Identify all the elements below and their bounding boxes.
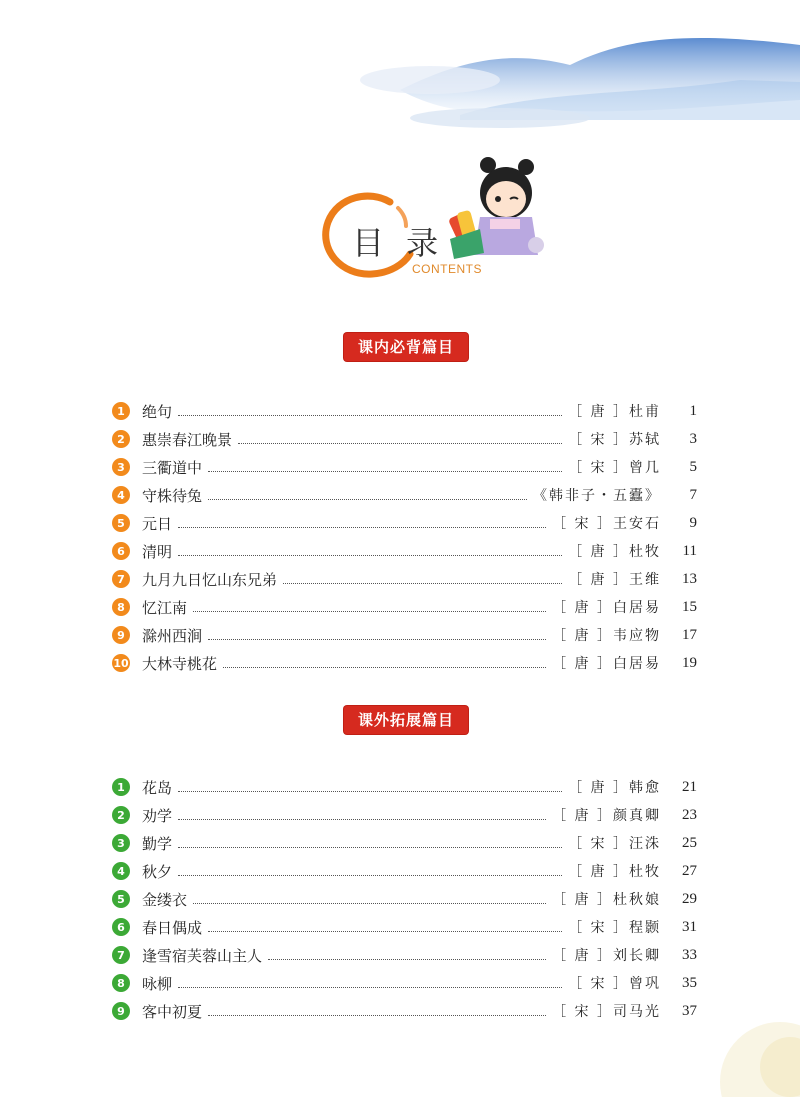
toc-title: 大林寺桃花 bbox=[142, 654, 218, 673]
toc-list-extended bbox=[112, 773, 697, 1025]
toc-row[interactable] bbox=[112, 997, 697, 1025]
toc-author: ［ 宋 ］司马光 bbox=[552, 1004, 661, 1020]
dot-leader bbox=[178, 791, 562, 792]
toc-author: ［ 宋 ］王安石 bbox=[552, 516, 661, 532]
toc-row[interactable] bbox=[112, 969, 697, 997]
toc-title: 逢雪宿芙蓉山主人 bbox=[142, 946, 263, 965]
toc-author: ［ 唐 ］王维 bbox=[568, 572, 661, 588]
toc-author: ［ 宋 ］程颢 bbox=[568, 920, 661, 936]
toc-row[interactable] bbox=[112, 397, 697, 425]
toc-author: ［ 宋 ］曾几 bbox=[568, 460, 661, 476]
toc-author: ［ 宋 ］汪洙 bbox=[568, 836, 661, 852]
toc-row[interactable] bbox=[112, 649, 697, 677]
girl-reading-mascot-icon bbox=[440, 155, 550, 263]
toc-row[interactable] bbox=[112, 593, 697, 621]
toc-author: 《韩非子・五蠹》 bbox=[533, 488, 661, 504]
dot-leader bbox=[178, 415, 562, 416]
dot-leader bbox=[208, 639, 546, 640]
toc-page-number: 19 bbox=[682, 654, 697, 671]
dot-leader bbox=[208, 471, 562, 472]
toc-title: 清明 bbox=[142, 542, 173, 561]
number-badge: 9 bbox=[112, 1002, 130, 1020]
toc-page-number: 17 bbox=[682, 626, 697, 643]
dot-leader bbox=[208, 931, 562, 932]
toc-title: 元日 bbox=[142, 514, 173, 533]
toc-author: ［ 唐 ］韩愈 bbox=[568, 780, 661, 796]
toc-page-number: 13 bbox=[682, 570, 697, 587]
number-badge: 8 bbox=[112, 974, 130, 992]
number-badge: 5 bbox=[112, 890, 130, 908]
toc-page-number: 7 bbox=[689, 486, 697, 503]
toc-author: ［ 宋 ］曾巩 bbox=[568, 976, 661, 992]
toc-page-number: 1 bbox=[689, 402, 697, 419]
dot-leader bbox=[208, 499, 527, 500]
number-badge: 3 bbox=[112, 834, 130, 852]
toc-page-number: 33 bbox=[682, 946, 697, 963]
toc-author: ［ 唐 ］白居易 bbox=[552, 600, 661, 616]
toc-author: ［ 唐 ］杜牧 bbox=[568, 544, 661, 560]
dot-leader bbox=[283, 583, 562, 584]
number-badge: 4 bbox=[112, 862, 130, 880]
toc-title: 咏柳 bbox=[142, 974, 173, 993]
toc-page-number: 29 bbox=[682, 890, 697, 907]
toc-row[interactable] bbox=[112, 621, 697, 649]
toc-author: ［ 唐 ］杜秋娘 bbox=[552, 892, 661, 908]
dot-leader bbox=[178, 847, 562, 848]
dot-leader bbox=[178, 987, 562, 988]
number-badge: 10 bbox=[112, 654, 130, 672]
toc-row[interactable] bbox=[112, 565, 697, 593]
number-badge: 1 bbox=[112, 402, 130, 420]
section-label-required: 课内必背篇目 bbox=[344, 333, 468, 361]
toc-page-number: 5 bbox=[689, 458, 697, 475]
toc-page-number: 35 bbox=[682, 974, 697, 991]
toc-title: 春日偶成 bbox=[142, 918, 203, 937]
section-label-extended: 课外拓展篇目 bbox=[344, 706, 468, 734]
toc-row[interactable] bbox=[112, 481, 697, 509]
toc-title: 滁州西涧 bbox=[142, 626, 203, 645]
toc-row[interactable] bbox=[112, 913, 697, 941]
dot-leader bbox=[223, 667, 546, 668]
toc-row[interactable] bbox=[112, 885, 697, 913]
toc-author: ［ 唐 ］白居易 bbox=[552, 656, 661, 672]
number-badge: 7 bbox=[112, 946, 130, 964]
toc-row[interactable] bbox=[112, 509, 697, 537]
toc-page-number: 37 bbox=[682, 1002, 697, 1019]
toc-page-number: 3 bbox=[689, 430, 697, 447]
toc-page-number: 23 bbox=[682, 806, 697, 823]
page-subtitle: CONTENTS bbox=[412, 262, 482, 276]
dot-leader bbox=[268, 959, 546, 960]
dot-leader bbox=[178, 819, 546, 820]
mountain-clouds-icon bbox=[340, 20, 800, 130]
toc-title: 金缕衣 bbox=[142, 890, 188, 909]
toc-author: ［ 唐 ］杜甫 bbox=[568, 404, 661, 420]
toc-row[interactable] bbox=[112, 773, 697, 801]
toc-author: ［ 宋 ］苏轼 bbox=[568, 432, 661, 448]
toc-title: 守株待兔 bbox=[142, 486, 203, 505]
number-badge: 9 bbox=[112, 626, 130, 644]
number-badge: 6 bbox=[112, 918, 130, 936]
toc-page-number: 21 bbox=[682, 778, 697, 795]
number-badge: 2 bbox=[112, 806, 130, 824]
toc-title: 九月九日忆山东兄弟 bbox=[142, 570, 278, 589]
toc-author: ［ 唐 ］韦应物 bbox=[552, 628, 661, 644]
toc-page-number: 9 bbox=[689, 514, 697, 531]
number-badge: 2 bbox=[112, 430, 130, 448]
number-badge: 4 bbox=[112, 486, 130, 504]
toc-row[interactable] bbox=[112, 453, 697, 481]
toc-title: 绝句 bbox=[142, 402, 173, 421]
dot-leader bbox=[193, 611, 546, 612]
number-badge: 8 bbox=[112, 598, 130, 616]
toc-author: ［ 唐 ］刘长卿 bbox=[552, 948, 661, 964]
dot-leader bbox=[178, 875, 562, 876]
toc-title: 惠崇春江晚景 bbox=[142, 430, 233, 449]
toc-page-number: 11 bbox=[682, 542, 697, 559]
dot-leader bbox=[178, 555, 562, 556]
toc-row[interactable] bbox=[112, 857, 697, 885]
toc-title: 劝学 bbox=[142, 806, 173, 825]
number-badge: 5 bbox=[112, 514, 130, 532]
number-badge: 7 bbox=[112, 570, 130, 588]
flower-corner-icon bbox=[690, 987, 800, 1097]
toc-page-number: 15 bbox=[682, 598, 697, 615]
dot-leader bbox=[238, 443, 562, 444]
toc-title: 勤学 bbox=[142, 834, 173, 853]
toc-author: ［ 唐 ］杜牧 bbox=[568, 864, 661, 880]
toc-row[interactable] bbox=[112, 537, 697, 565]
toc-title: 花岛 bbox=[142, 778, 173, 797]
toc-title: 忆江南 bbox=[142, 598, 188, 617]
toc-row[interactable] bbox=[112, 425, 697, 453]
toc-row[interactable] bbox=[112, 941, 697, 969]
toc-page-number: 31 bbox=[682, 918, 697, 935]
toc-title: 客中初夏 bbox=[142, 1002, 203, 1021]
toc-title: 秋夕 bbox=[142, 862, 173, 881]
toc-author: ［ 唐 ］颜真卿 bbox=[552, 808, 661, 824]
dot-leader bbox=[178, 527, 546, 528]
number-badge: 6 bbox=[112, 542, 130, 560]
number-badge: 3 bbox=[112, 458, 130, 476]
number-badge: 1 bbox=[112, 778, 130, 796]
toc-title: 三衢道中 bbox=[142, 458, 203, 477]
dot-leader bbox=[208, 1015, 546, 1016]
toc-page-number: 27 bbox=[682, 862, 697, 879]
toc-page-number: 25 bbox=[682, 834, 697, 851]
page-title: 目 录 bbox=[352, 224, 445, 262]
toc-row[interactable] bbox=[112, 801, 697, 829]
toc-row[interactable] bbox=[112, 829, 697, 857]
toc-list-required bbox=[112, 397, 697, 677]
dot-leader bbox=[193, 903, 546, 904]
